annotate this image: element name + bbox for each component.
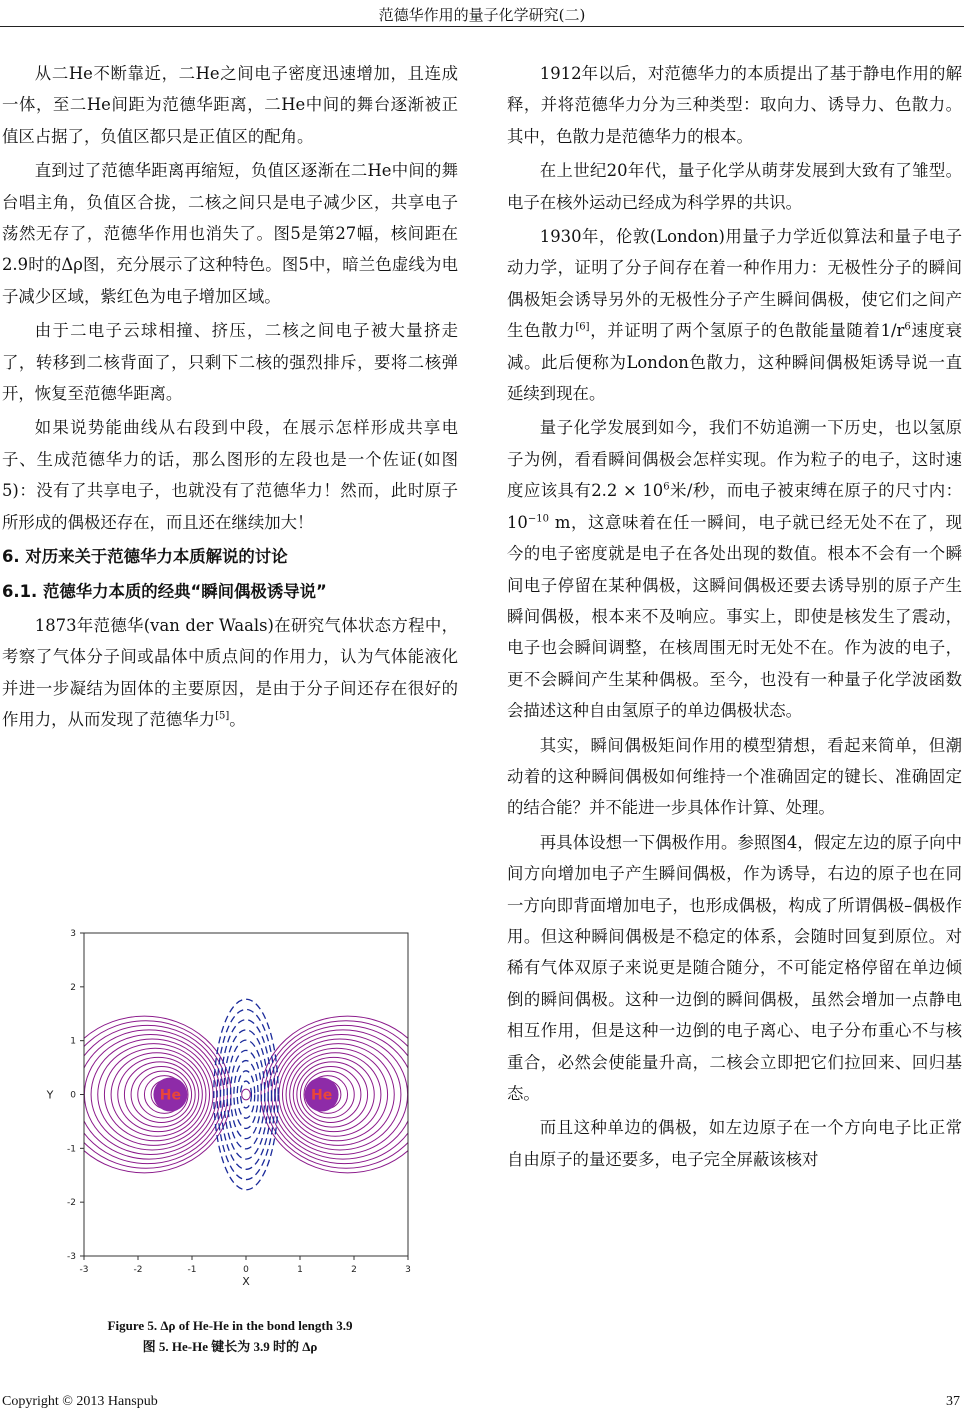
y-axis-label: Y — [46, 1088, 54, 1102]
y-tick-label: 0 — [70, 1090, 76, 1101]
contour-positive — [268, 1025, 420, 1163]
paragraph: 如果说势能曲线从右段到中段，在展示怎样形成共享电子、生成范德华力的话，那么图形的左段也是一个佐证(如图5)：没有了共享电子，也就没有了范德华力！然而，此时原子所形成的偶极还存在，而且还在继续加大！ — [2, 418, 458, 532]
paragraph: 从二He不断靠近，二He之间电子密度迅速增加，且连成一体，至二He间距为范德华距离，二He中间的舞台逐渐被正值区占据了，负值区都只是正值区的配角。 — [2, 64, 458, 146]
paragraph: 1930年，伦敦(London)用量子力学近似算法和量子电子动力学，证明了分子间存在着一种作用力：无极性分子的瞬间偶极矩会诱导另外的无极性分子产生瞬间偶极，使它们之间产生色散力[6]，并证明了两个氢原子的色散能量随着$1/r^6$速度衰减。此后便称为London色散力，这种瞬间偶极矩诱导说一直延续到现在。 — [507, 227, 962, 404]
paragraph: 1873年范德华(van der Waals)在研究气体状态方程中，考察了气体分子间或晶体中质点间的作用力，认为气体能液化并进一步凝结为固体的主要原因，是由于分子间还存在很好的作用力，从而发现了范德华力[5]。 — [2, 615, 458, 730]
plot-frame — [84, 933, 408, 1256]
section-heading: 6. 对历来关于范德华力本质解说的讨论 — [2, 547, 288, 567]
right-column — [507, 58, 962, 1175]
atom-label: He — [310, 1087, 333, 1104]
y-tick-label: 3 — [70, 929, 76, 939]
header-rule — [0, 26, 964, 27]
running-header: 范德华作用的量子化学研究(二) — [378, 6, 586, 24]
left-column — [2, 58, 458, 736]
contour-negative — [221, 1020, 272, 1170]
page-number: 37 — [946, 1394, 960, 1409]
x-tick-label: -1 — [187, 1265, 197, 1275]
atom-label: He — [159, 1087, 182, 1104]
contour-negative — [217, 1009, 275, 1179]
contour-positive — [71, 1025, 224, 1163]
contour-positive — [242, 1089, 251, 1100]
contour-negative — [237, 1071, 254, 1118]
contour-negative — [241, 1081, 252, 1108]
citation[interactable]: [5] — [215, 710, 230, 722]
contour-negative — [231, 1050, 262, 1138]
x-tick-label: 3 — [405, 1265, 411, 1275]
figure-caption-en: Figure 5. Δρ of He-He in the bond length 3.9 — [107, 1318, 353, 1333]
contour-lines — [58, 999, 420, 1190]
citation[interactable]: [6] — [575, 321, 590, 333]
x-tick-label: 2 — [351, 1265, 357, 1275]
paragraph: 而且这种单边的偶极，如左边原子在一个方向电子比正常自由原子的量还要多，电子完全屏蔽该核对 — [507, 1118, 962, 1169]
paragraph: 在上世纪20年代，量子化学从萌芽发展到大致有了雏型。电子在核外运动已经成为科学界的共识。 — [507, 161, 962, 212]
x-tick-label: -2 — [133, 1265, 143, 1275]
y-tick-label: -3 — [67, 1252, 76, 1262]
x-tick-label: -3 — [79, 1265, 89, 1275]
paragraph: 1912年以后，对范德华力的本质提出了基于静电作用的解释，并将范德华力分为三种类型：取向力、诱导力、色散力。其中，色散力是范德华力的根本。 — [507, 64, 962, 146]
subsection-heading: 6.1. 范德华力本质的经典“瞬间偶极诱导说” — [2, 581, 327, 601]
paragraph: 其实，瞬间偶极矩间作用的模型猜想，看起来简单，但潮动着的这种瞬间偶极如何维持一个准确固定的键长、准确固定的结合能？并不能进一步具体作计算、处理。 — [507, 735, 962, 818]
y-tick-label: 1 — [70, 1036, 76, 1047]
paragraph: 直到过了范德华距离再缩短，负值区逐渐在二He中间的舞台唱主角，负值区合拢，二核之间只是电子减少区，共享电子荡然无存了，范德华作用也消失了。图5是第27幅，核间距在2.9时的Δρ图，充分展示了这种特色。图5中，暗兰色虚线为电子减少区域，紫红色为电子增加区域。 — [2, 161, 458, 306]
figure-5 — [40, 925, 420, 1287]
x-tick-label: 1 — [297, 1265, 303, 1275]
contour-negative — [227, 1040, 265, 1149]
figure-caption-zh: 图 5. He-He 键长为 3.9 时的 Δρ — [142, 1339, 318, 1354]
y-tick-label: -2 — [67, 1198, 76, 1209]
y-tick-label: 2 — [70, 982, 76, 993]
contour-positive — [265, 1021, 420, 1169]
x-tick-label: 0 — [243, 1265, 249, 1275]
y-tick-label: -1 — [67, 1144, 76, 1155]
x-axis-label: X — [242, 1275, 250, 1287]
contour-plot — [40, 925, 420, 1287]
paragraph: 再具体设想一下偶极作用。参照图4，假定左边的原子向中间方向增加电子产生瞬间偶极，作为诱导，右边的原子也在同一方向即背面增加电子，也形成偶极，构成了所谓偶极–偶极作用。但这种瞬间偶极是不稳定的体系，会随时回复到原位。对稀有气体双原子来说更是随合随分，不可能定格停留在单边倾倒的瞬间偶极。这种一边倒的瞬间偶极，虽然会增加一点静电相互作用，但是这种一边倒的电子离心、电子分布重心不与核重合，必然会使能量升高，二核会立即把它们拉回来、回归基态。 — [507, 832, 962, 1103]
contour-positive — [64, 1021, 227, 1169]
paragraph: 由于二电子云球相撞、挤压，二核之间电子被大量挤走了，转移到二核背面了，只剩下二核的强烈排斥，要将二核弹开，恢复至范德华距离。 — [2, 321, 458, 404]
paragraph: 量子化学发展到如今，我们不妨追溯一下历史，也以氢原子为例，看看瞬间偶极会怎样实现。作为粒子的电子，这时速度应该具有$2.2 \times 10^6$米/秒，而电子被束缚在原子的尺寸内：$10^{-10}$ m，这意味着在任一瞬间，电子就已经无处不在了，现今的电子密度就是电子在各处出现的数值。根本不会有一个瞬间电子停留在某种偶极，这瞬间偶极还要去诱导别的原子产生瞬间偶极，根本来不及响应。事实上，即使是核发生了震动，电子也会瞬间调整，在核周围无时无处不在。作为波的电子，更不会瞬间产生某种偶极。至今，也没有一种量子化学波函数会描述这种自由氢原子的单边偶极状态。 — [507, 418, 962, 721]
copyright: Copyright © 2013 Hanspub — [2, 1394, 158, 1409]
